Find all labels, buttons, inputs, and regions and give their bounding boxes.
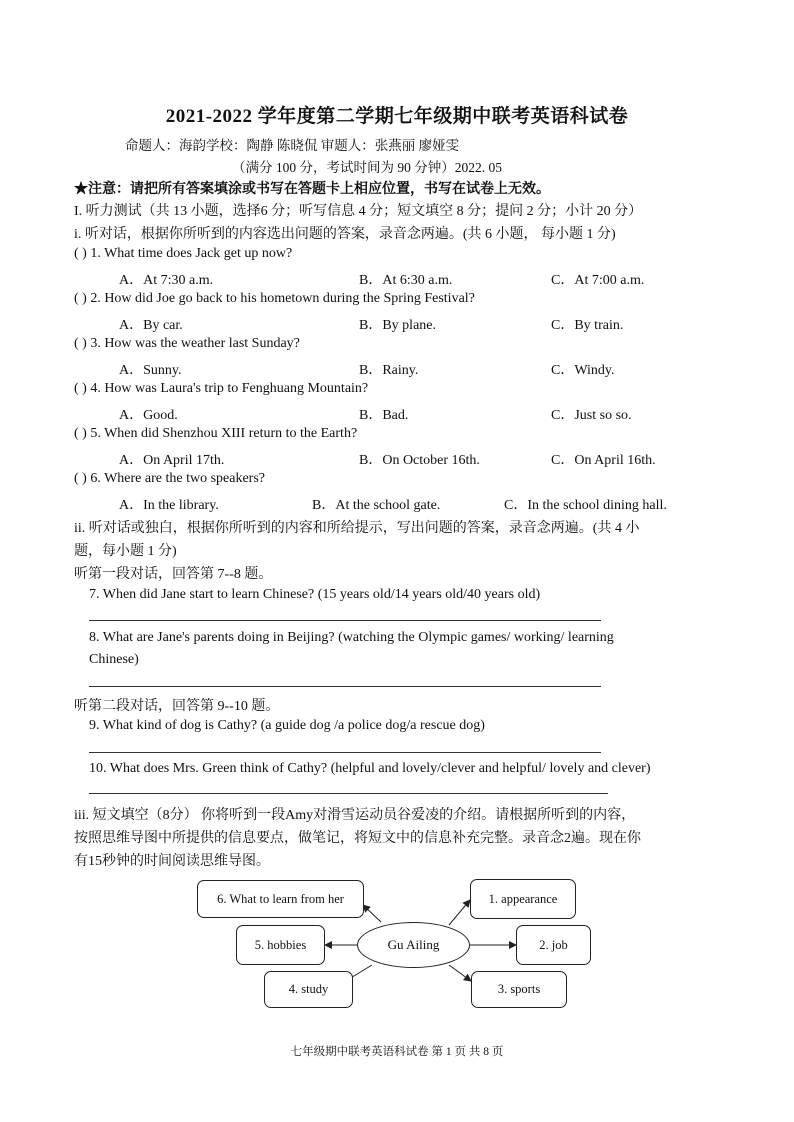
- question-4-option-a: A．Good.: [119, 408, 178, 423]
- arrow-to-node-3: [449, 965, 471, 981]
- question-1-option-c: C．At 7:00 a.m.: [551, 273, 645, 288]
- question-10: 10. What does Mrs. Green think of Cathy? (helpful and lovely/clever and helpful/ lovely and clever): [89, 761, 651, 776]
- part-i-intro: i. 听对话，根据你所听到的内容选出问题的答案，录音念两遍。(共 6 小题， 每小题 1 分): [74, 227, 616, 242]
- question-6-option-c: C．In the school dining hall.: [504, 498, 667, 513]
- question-3-option-a: A．Sunny.: [119, 363, 182, 378]
- dialog-1-note: 听第一段对话，回答第 7--8 题。: [74, 567, 273, 582]
- mindmap-node-5: [236, 925, 325, 965]
- question-8-line-1: 8. What are Jane's parents doing in Beijing? (watching the Olympic games/ working/ learning: [89, 630, 614, 645]
- question-2-option-b: B．By plane.: [359, 318, 436, 333]
- question-3-stem: ( ) 3. How was the weather last Sunday?: [74, 336, 300, 351]
- question-4-stem: ( ) 4. How was Laura's trip to Fenghuang Mountain?: [74, 381, 369, 396]
- part-iii-line-2: 按照思维导图中所提供的信息要点，做笔记，将短文中的信息补充完整。录音念2遍。现在你: [74, 831, 641, 846]
- question-6-option-a: A．In the library.: [119, 498, 219, 513]
- question-1-option-a: A．At 7:30 a.m.: [119, 273, 214, 288]
- part-iii-line-3: 有15秒钟的时间阅读思维导图。: [74, 854, 270, 869]
- question-1-stem: ( ) 1. What time does Jack get up now?: [74, 246, 293, 261]
- question-3-option-b: B．Rainy.: [359, 363, 419, 378]
- question-7: 7. When did Jane start to learn Chinese? (15 years old/14 years old/40 years old): [89, 587, 541, 602]
- question-3-option-c: C．Windy.: [551, 363, 615, 378]
- part-ii-intro-line-1: ii. 听对话或独白，根据你所听到的内容和所给提示，写出问题的答案，录音念两遍。(共 4 小: [74, 521, 640, 536]
- mindmap-node-3-label: 3. sports: [497, 982, 541, 996]
- question-2-stem: ( ) 2. How did Joe go back to his hometown during the Spring Festival?: [74, 291, 475, 306]
- mindmap-node-1-label: 1. appearance: [488, 891, 558, 906]
- authors-line: 命题人：海韵学校：陶静 陈晓侃 审题人：张燕丽 廖娅雯: [125, 138, 460, 153]
- page-footer: 七年级期中联考英语科试卷 第 1 页 共 8 页: [290, 1046, 504, 1058]
- question-6-stem: ( ) 6. Where are the two speakers?: [74, 471, 265, 486]
- mindmap-node-6: [197, 880, 364, 918]
- question-8-line-2: Chinese): [89, 652, 139, 667]
- mindmap-node-3: [471, 971, 567, 1008]
- mindmap-node-6-label: 6. What to learn from her: [217, 891, 344, 906]
- mindmap-node-1: [470, 879, 576, 919]
- page-title: 2021-2022 学年度第二学期七年级期中联考英语科试卷: [165, 106, 629, 127]
- mindmap-center-label: Gu Ailing: [387, 937, 440, 952]
- exam-info: （满分 100 分，考试时间为 90 分钟）2022. 05: [232, 160, 502, 175]
- mindmap-node-2: [516, 925, 591, 965]
- question-2-option-c: C．By train.: [551, 318, 624, 333]
- question-4-option-b: B．Bad.: [359, 408, 409, 423]
- question-2-option-a: A．By car.: [119, 318, 183, 333]
- question-1-option-b: B．At 6:30 a.m.: [359, 273, 453, 288]
- arrow-to-node-6: [363, 905, 381, 922]
- part-iii-line-1: iii. 短文填空（8分） 你将听到一段Amy对滑雪运动员谷爱凌的介绍。请根据所听到的内容，: [74, 808, 636, 823]
- question-4-option-c: C．Just so so.: [551, 408, 632, 423]
- question-5-option-c: C．On April 16th.: [551, 453, 656, 468]
- section-1-heading: I. 听力测试（共 13 小题，选择6 分；听写信息 4 分；短文填空 8 分；提问 2 分；小计 20 分）: [74, 204, 643, 219]
- mindmap-node-2-label: 2. job: [539, 937, 568, 952]
- question-5-option-b: B．On October 16th.: [359, 453, 480, 468]
- arrow-to-node-1: [449, 900, 470, 925]
- question-5-stem: ( ) 5. When did Shenzhou XIII return to the Earth?: [74, 426, 358, 441]
- mindmap-node-4-label: 4. study: [288, 982, 329, 996]
- part-ii-intro-line-2: 题，每小题 1 分): [74, 544, 177, 559]
- question-5-option-a: A．On April 17th.: [119, 453, 225, 468]
- question-9: 9. What kind of dog is Cathy? (a guide dog /a police dog/a rescue dog): [89, 718, 485, 733]
- notice: ★注意：请把所有答案填涂或书写在答题卡上相应位置，书写在试卷上无效。: [74, 182, 550, 197]
- dialog-2-note: 听第二段对话，回答第 9--10 题。: [74, 699, 280, 714]
- mindmap-center-node: [357, 922, 470, 968]
- mindmap-node-4: [264, 971, 353, 1008]
- mindmap-node-5-label: 5. hobbies: [254, 937, 307, 952]
- question-6-option-b: B．At the school gate.: [312, 498, 441, 513]
